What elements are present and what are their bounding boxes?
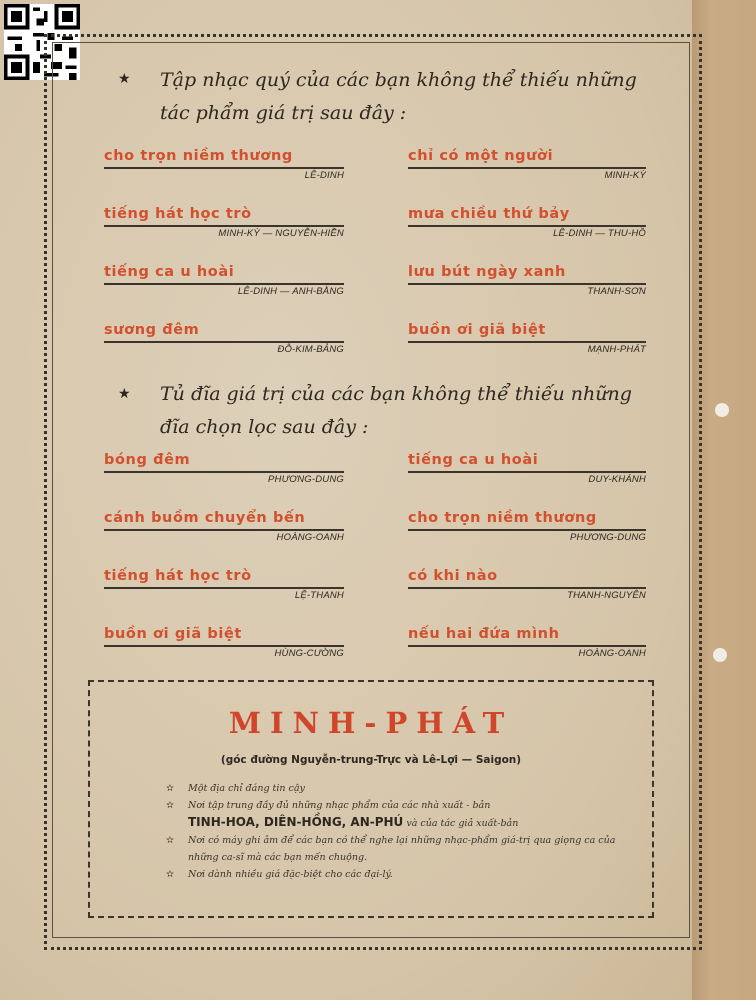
underline (408, 167, 646, 169)
store-address: (góc đường Nguyễn-trung-Trực và Lê-Lợi — Saigon) (220, 754, 522, 766)
song-title: nếu hai đứa mình (408, 626, 560, 642)
underline (104, 529, 344, 531)
song-title: buồn ơi giã biệt (104, 626, 242, 642)
song-author: HÙNG-CƯỜNG (274, 648, 344, 659)
song-author: LỆ-THANH (294, 590, 344, 601)
song-title: bóng đêm (104, 452, 191, 468)
song-author: THANH-SƠN (587, 286, 646, 297)
song-author: LÊ-DINH (304, 170, 344, 181)
underline (408, 225, 646, 227)
song-entry (104, 452, 344, 492)
song-entry (104, 322, 344, 362)
song-entry (104, 148, 344, 188)
song-title: cho trọn niềm thương (408, 510, 597, 526)
underline (408, 529, 646, 531)
song-title: tiếng hát học trò (104, 568, 252, 584)
song-entry (408, 626, 646, 666)
punch-hole (713, 648, 727, 662)
underline (104, 341, 344, 343)
song-title: có khi nào (408, 568, 498, 584)
song-entry (104, 510, 344, 550)
feature-item (166, 832, 626, 866)
song-entry (408, 148, 646, 188)
underline (104, 471, 344, 473)
song-title: lưu bút ngày xanh (408, 264, 566, 280)
song-author: PHƯƠNG-DUNG (569, 532, 646, 543)
star-outline-icon: ✫ (166, 800, 174, 811)
song-author: LÊ-DINH — THU-HỒ (553, 228, 646, 239)
underline (104, 645, 344, 647)
store-features (166, 780, 626, 883)
star-bullet-icon: ★ (118, 71, 131, 87)
underline (104, 283, 344, 285)
underline (408, 283, 646, 285)
song-entry (104, 206, 344, 246)
song-entry (408, 322, 646, 362)
song-author: HOÀNG-OANH (276, 532, 344, 543)
feature-item (166, 866, 626, 883)
feature-text: Một địa chỉ đáng tin cậy (188, 783, 305, 794)
song-title: mưa chiều thứ bảy (408, 206, 570, 222)
feature-text: Nơi tập trung đầy đủ những nhạc phẩm của các nhà xuất - bản (188, 800, 491, 811)
song-author: LÊ-DINH — ANH-BẰNG (237, 286, 344, 297)
heading-line: tác phẩm giá trị sau đây : (160, 102, 407, 124)
song-author: DUY-KHÁNH (588, 474, 646, 485)
song-entry (408, 452, 646, 492)
heading-line: Tập nhạc quý của các bạn không thể thiếu những (160, 69, 637, 91)
song-title: tiếng hát học trò (104, 206, 252, 222)
song-author: MINH-KỲ — NGUYỄN-HIỀN (218, 228, 344, 239)
song-entry (408, 568, 646, 608)
song-entry (104, 568, 344, 608)
underline (104, 225, 344, 227)
underline (408, 645, 646, 647)
publishers: TINH-HOA, DIÊN-HỒNG, AN-PHÚ (188, 815, 404, 829)
feature-text: Nơi dành nhiều giá đặc-biệt cho các đại-lý. (188, 869, 393, 880)
song-author: MẠNH-PHÁT (587, 344, 646, 355)
star-outline-icon: ✫ (166, 869, 174, 880)
song-title: sương đêm (104, 322, 200, 338)
section1-heading (160, 64, 670, 130)
song-author: MINH-KỲ (604, 170, 646, 181)
underline (408, 587, 646, 589)
underline (104, 167, 344, 169)
star-bullet-icon: ★ (118, 386, 131, 402)
song-title: tiếng ca u hoài (104, 264, 235, 280)
feature-text: Nơi có máy ghi âm để các bạn có thể nghe lại những nhạc-phẩm giá-trị qua giọng ca của những ca-sĩ mà các bạn mến chuộng. (188, 835, 616, 863)
song-author: PHƯƠNG-DUNG (267, 474, 344, 485)
song-entry (408, 206, 646, 246)
feature-item (166, 797, 626, 832)
store-advertisement (88, 680, 654, 918)
song-title: cánh buồm chuyển bến (104, 510, 306, 526)
song-title: chỉ có một người (408, 148, 554, 164)
underline (408, 471, 646, 473)
song-title: buồn ơi giã biệt (408, 322, 546, 338)
song-entry (408, 264, 646, 304)
heading-line: Tủ đĩa giá trị của các bạn không thể thiếu những (160, 383, 632, 405)
song-entry (104, 264, 344, 304)
song-title: cho trọn niềm thương (104, 148, 293, 164)
song-title: tiếng ca u hoài (408, 452, 539, 468)
underline (408, 341, 646, 343)
underline (104, 587, 344, 589)
song-author: THANH-NGUYÊN (567, 590, 646, 601)
song-entry (104, 626, 344, 666)
song-entry (408, 510, 646, 550)
section2-heading (160, 378, 670, 444)
store-name: MINH-PHÁT (228, 706, 514, 740)
feature-text: và của tác giả xuất-bản (406, 818, 519, 829)
feature-item (166, 780, 626, 797)
heading-line: đĩa chọn lọc sau đây : (160, 416, 369, 438)
song-author: ĐỖ-KIM-BẢNG (277, 344, 344, 355)
punch-hole (715, 403, 729, 417)
star-outline-icon: ✫ (166, 783, 174, 794)
song-author: HOÀNG-OANH (578, 648, 646, 659)
star-outline-icon: ✫ (166, 835, 174, 846)
